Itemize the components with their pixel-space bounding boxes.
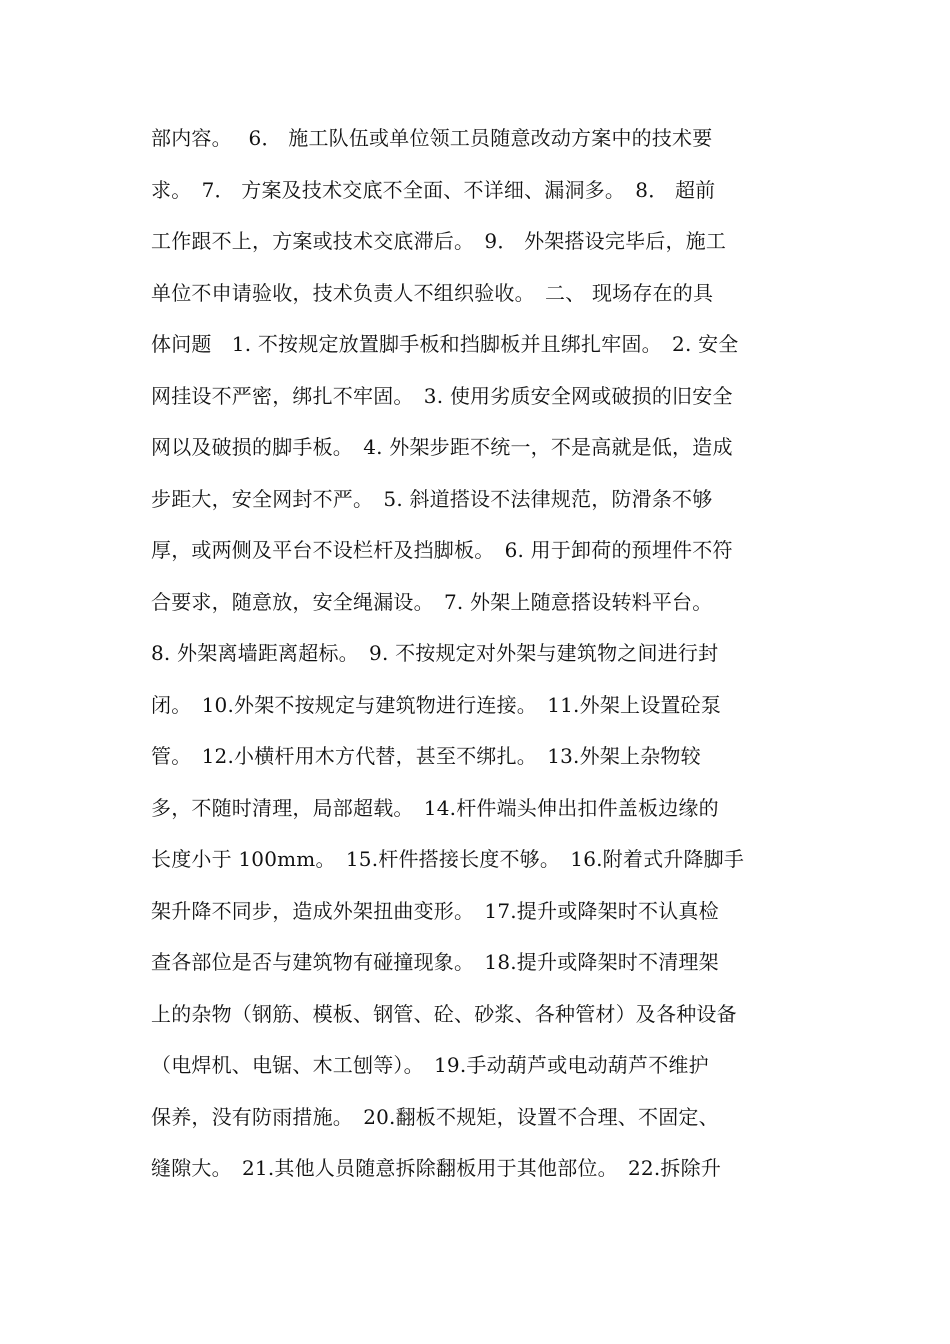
text-line: 步距大，安全网封不严。 5. 斜道搭设不法律规范，防滑条不够 bbox=[151, 486, 713, 511]
text-line: 工作跟不上，方案或技术交底滞后。 9． 外架搭设完毕后，施工 bbox=[151, 229, 727, 253]
text-line: 查各部位是否与建筑物有碰撞现象。 18.提升或降架时不清理架 bbox=[151, 950, 719, 974]
text-line: 管。 12.小横杆用木方代替，甚至不绑扎。 13.外架上杂物较 bbox=[151, 744, 701, 768]
text-line: 部内容。 6． 施工队伍或单位领工员随意改动方案中的技术要 bbox=[151, 126, 713, 150]
text-line: 合要求，随意放，安全绳漏设。 7. 外架上随意搭设转料平台。 bbox=[151, 589, 713, 614]
text-line: 架升降不同步，造成外架扭曲变形。 17.提升或降架时不认真检 bbox=[151, 898, 719, 923]
text-line: 求。 7． 方案及技术交底不全面、不详细、漏洞多。 8． 超前 bbox=[151, 177, 716, 202]
text-line: 8. 外架离墙距离超标。 9. 不按规定对外架与建筑物之间进行封 bbox=[151, 641, 719, 665]
text-line: 上的杂物（钢筋、模板、钢管、砼、砂浆、各种管材）及各种设备 bbox=[151, 1001, 737, 1026]
text-line: 长度小于 100mm。 15.杆件搭接长度不够。 16.附着式升降脚手 bbox=[151, 847, 745, 871]
text-line: 体问题 1. 不按规定放置脚手板和挡脚板并且绑扎牢固。 2. 安全 bbox=[151, 332, 739, 356]
text-line: 闭。 10.外架不按规定与建筑物进行连接。 11.外架上设置砼泵 bbox=[151, 692, 722, 717]
text-line: 网挂设不严密，绑扎不牢固。 3. 使用劣质安全网或破损的旧安全 bbox=[151, 383, 733, 408]
text-line: （电焊机、电锯、木工刨等）。 19.手动葫芦或电动葫芦不维护 bbox=[151, 1053, 709, 1077]
body-text bbox=[151, 118, 811, 1200]
text-line: 多，不随时清理，局部超载。 14.杆件端头伸出扣件盖板边缘的 bbox=[151, 795, 719, 820]
text-line: 单位不申请验收，技术负责人不组织验收。 二、 现场存在的具 bbox=[151, 280, 714, 305]
text-line: 缝隙大。 21.其他人员随意拆除翻板用于其他部位。 22.拆除升 bbox=[151, 1156, 722, 1180]
text-line: 网以及破损的脚手板。 4. 外架步距不统一，不是高就是低，造成 bbox=[151, 435, 733, 459]
text-line: 厚，或两侧及平台不设栏杆及挡脚板。 6. 用于卸荷的预埋件不符 bbox=[151, 538, 733, 562]
text-line: 保养，没有防雨措施。 20.翻板不规矩，设置不合理、不固定、 bbox=[151, 1104, 719, 1129]
